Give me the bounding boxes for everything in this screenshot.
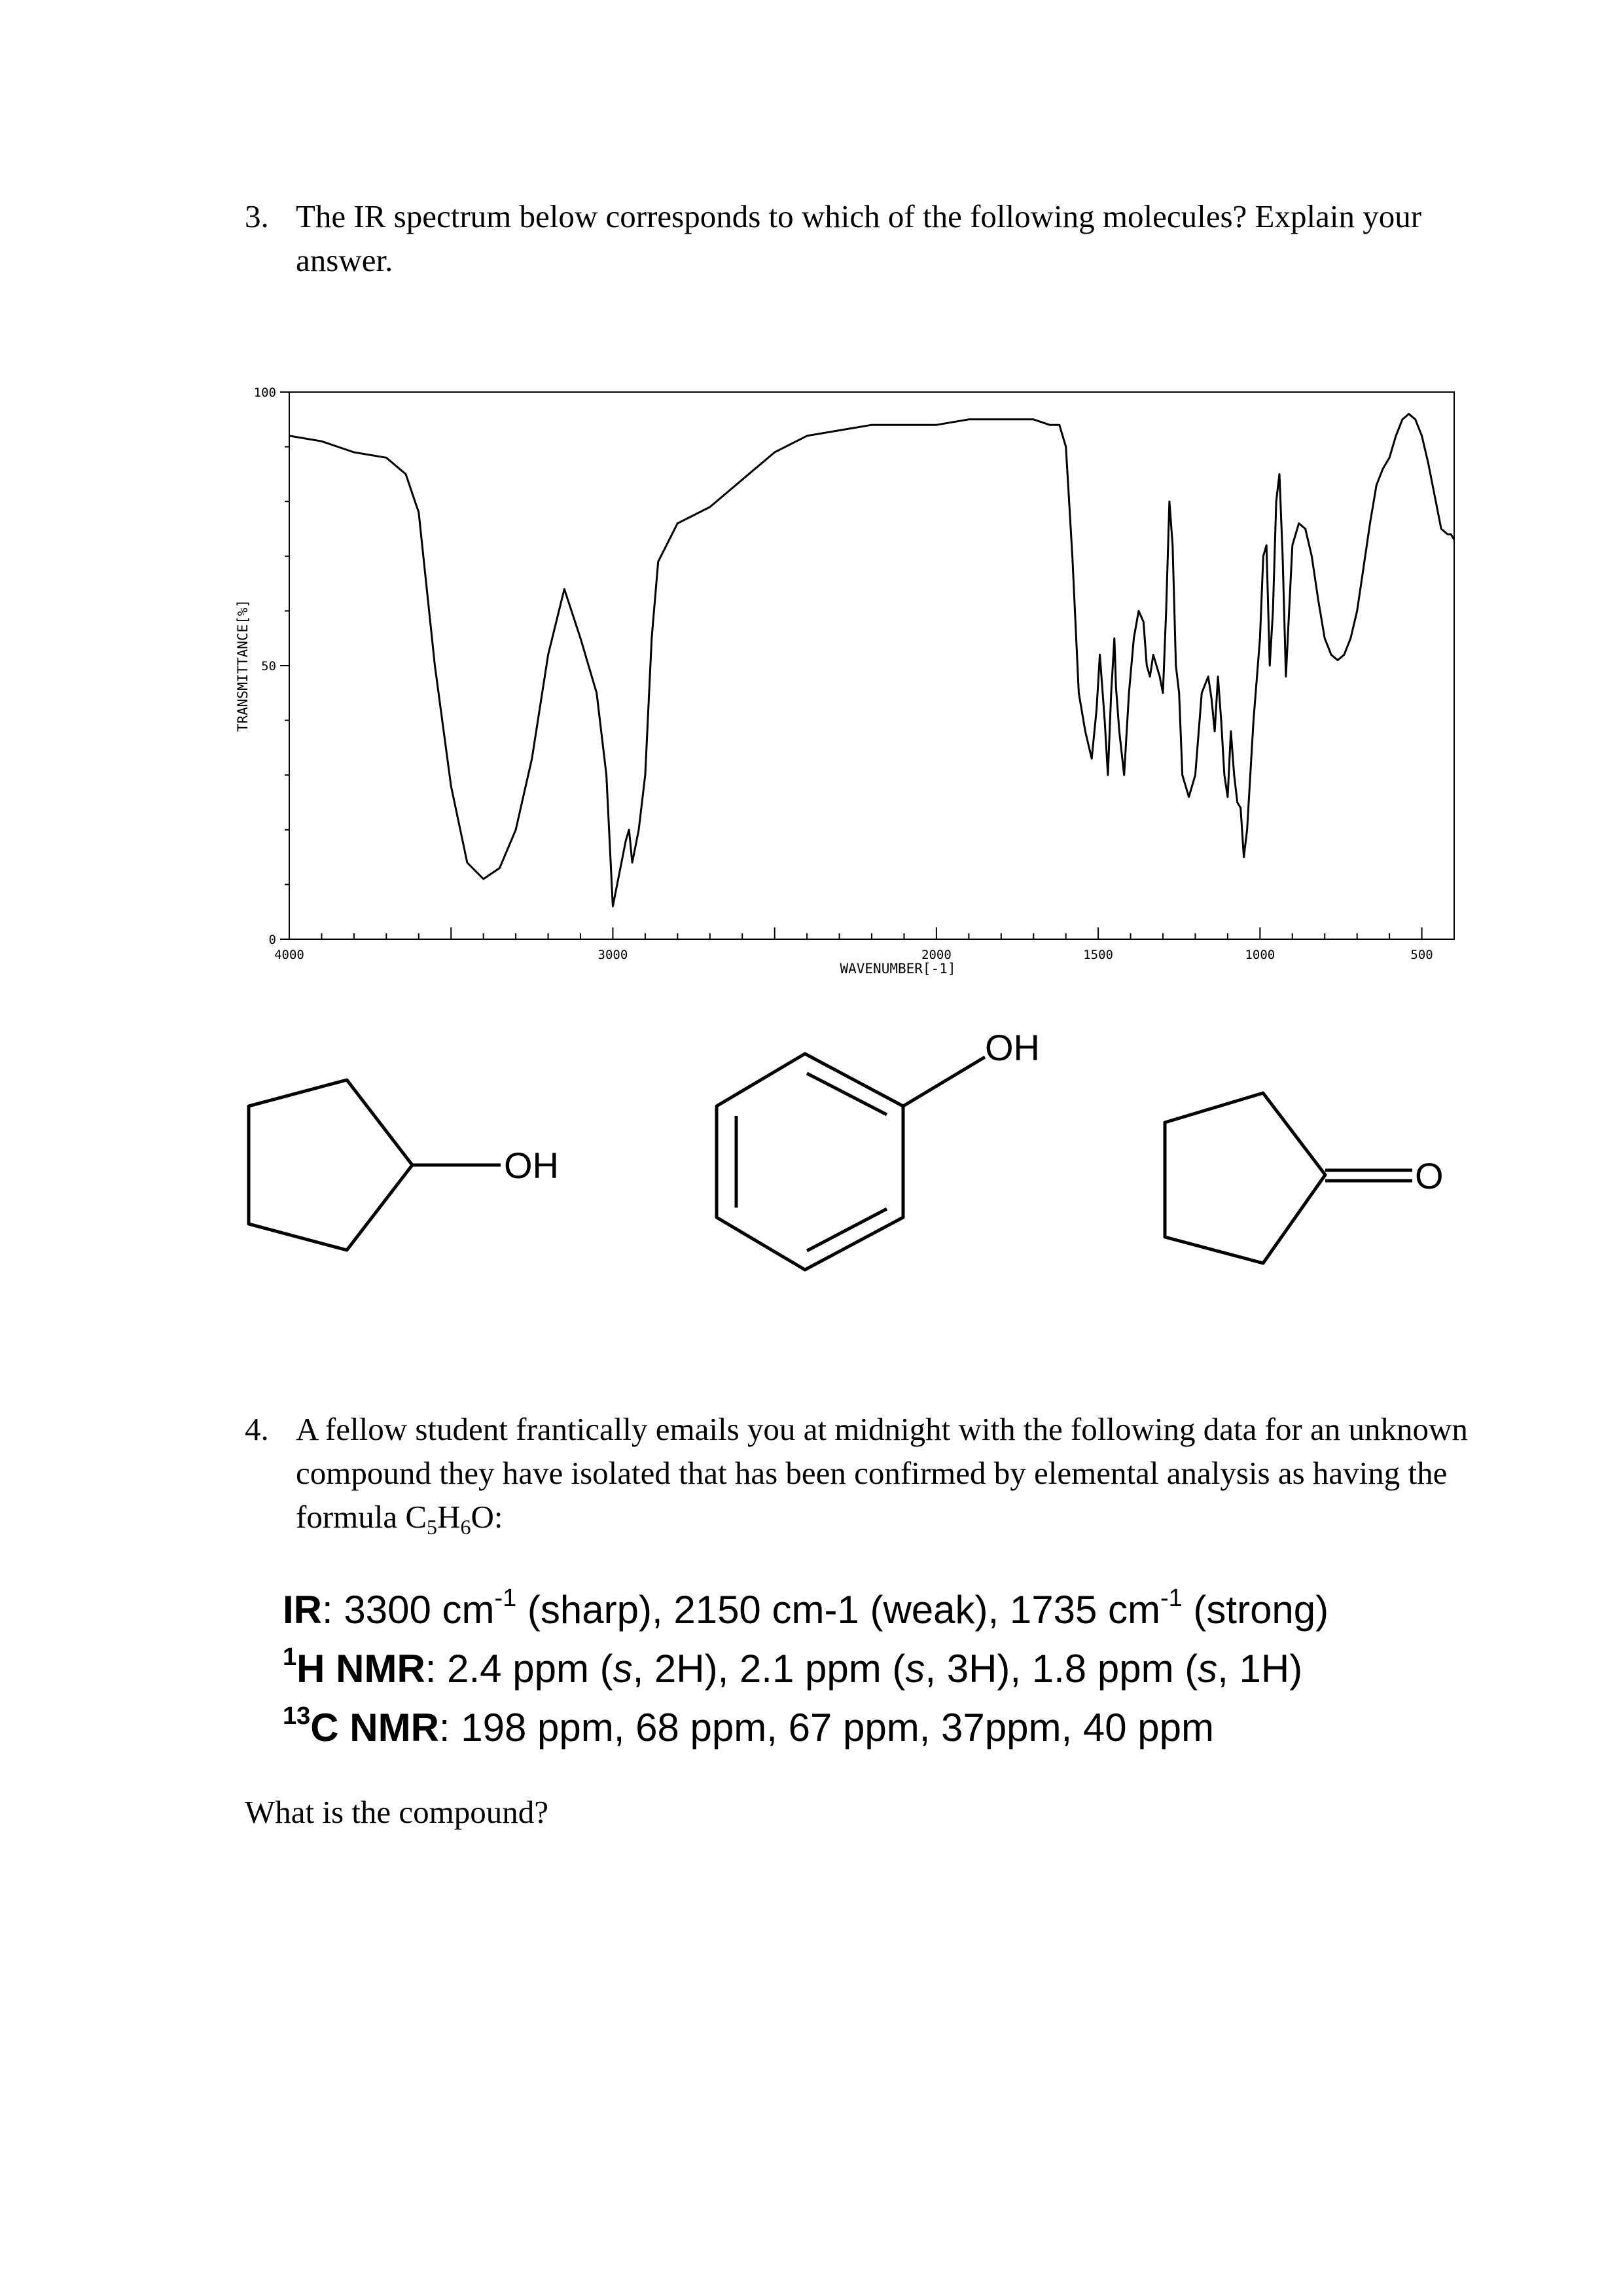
multiplicity: s (613, 1647, 633, 1691)
tick-labels (254, 386, 1433, 962)
h-nmr-label: H NMR (296, 1647, 425, 1691)
ir-spectrum-chart (229, 383, 1459, 992)
multiplicity: s (905, 1647, 925, 1691)
axis-ticks (280, 392, 1454, 939)
y-axis-label: TRANSMITTANCE[%] (235, 599, 251, 732)
h-nmr-value: : 2.4 ppm ( (425, 1647, 613, 1691)
ir-label: IR (283, 1588, 322, 1632)
molecule-structures (223, 1028, 1492, 1302)
unit-superscript: -1 (1160, 1585, 1183, 1612)
formula-element: O: (471, 1499, 503, 1535)
multiplicity: s (1198, 1647, 1218, 1691)
cyclopentanone-o-label: O (1415, 1155, 1444, 1196)
spectroscopic-data (283, 1581, 1329, 1757)
x-tick-label: 4000 (274, 948, 304, 962)
benzene-double-bond-1 (807, 1073, 887, 1115)
question-number: 3. (245, 198, 269, 234)
y-tick-label: 100 (253, 386, 276, 400)
x-tick-label: 2000 (921, 948, 952, 962)
h-nmr-value: , 1H) (1217, 1647, 1303, 1691)
isotope-superscript: 13 (283, 1702, 311, 1730)
phenol-oh-label: OH (985, 1028, 1040, 1068)
benzene-ring (717, 1054, 903, 1270)
c-nmr-label: C NMR (310, 1706, 439, 1749)
formula-subscript: 6 (460, 1515, 471, 1539)
benzene-double-bond-2 (807, 1209, 887, 1251)
y-tick-label: 50 (261, 659, 276, 673)
question-text: The IR spectrum below corresponds to which of the following molecules? Explain your answer. (296, 198, 1422, 278)
c-nmr-data-line (283, 1698, 1329, 1757)
x-axis-label: WAVENUMBER[-1] (840, 961, 956, 977)
x-tick-label: 500 (1410, 948, 1433, 962)
x-tick-label: 3000 (597, 948, 628, 962)
unit-superscript: -1 (494, 1585, 517, 1612)
cyclopentanone-structure (1165, 1093, 1412, 1263)
ir-value: (strong) (1182, 1588, 1329, 1632)
isotope-superscript: 1 (283, 1643, 297, 1671)
phenol-structure (717, 1054, 985, 1270)
h-nmr-value: , 2H), 2.1 ppm ( (632, 1647, 906, 1691)
y-tick-label: 0 (268, 933, 276, 947)
cyclopentane-ring (249, 1080, 412, 1250)
final-question: What is the compound? (245, 1794, 549, 1830)
formula-subscript: 5 (427, 1515, 438, 1539)
cyclopentanol-oh-label: OH (504, 1145, 559, 1186)
h-nmr-data-line (283, 1640, 1329, 1698)
spectrum-line (289, 414, 1454, 906)
x-tick-label: 1000 (1245, 948, 1275, 962)
cyclopentanol-structure (249, 1080, 501, 1250)
x-tick-label: 1500 (1083, 948, 1113, 962)
question-number: 4. (245, 1411, 269, 1447)
c-oh-bond (903, 1057, 985, 1106)
question-text (296, 1407, 1487, 1539)
cyclopentane-ring (1165, 1093, 1325, 1263)
formula-element: H (437, 1499, 461, 1535)
c-nmr-value: : 198 ppm, 68 ppm, 67 ppm, 37ppm, 40 ppm (438, 1706, 1214, 1749)
ir-value: (sharp), 2150 cm-1 (weak), 1735 cm (516, 1588, 1160, 1632)
ir-data-line (283, 1581, 1329, 1640)
question-body: A fellow student frantically emails you at midnight with the following data for an unknown compound they have isolated that has been confirmed by elemental analysis as having the formula C (296, 1411, 1468, 1535)
ir-value: : 3300 cm (322, 1588, 495, 1632)
h-nmr-value: , 3H), 1.8 ppm ( (925, 1647, 1198, 1691)
